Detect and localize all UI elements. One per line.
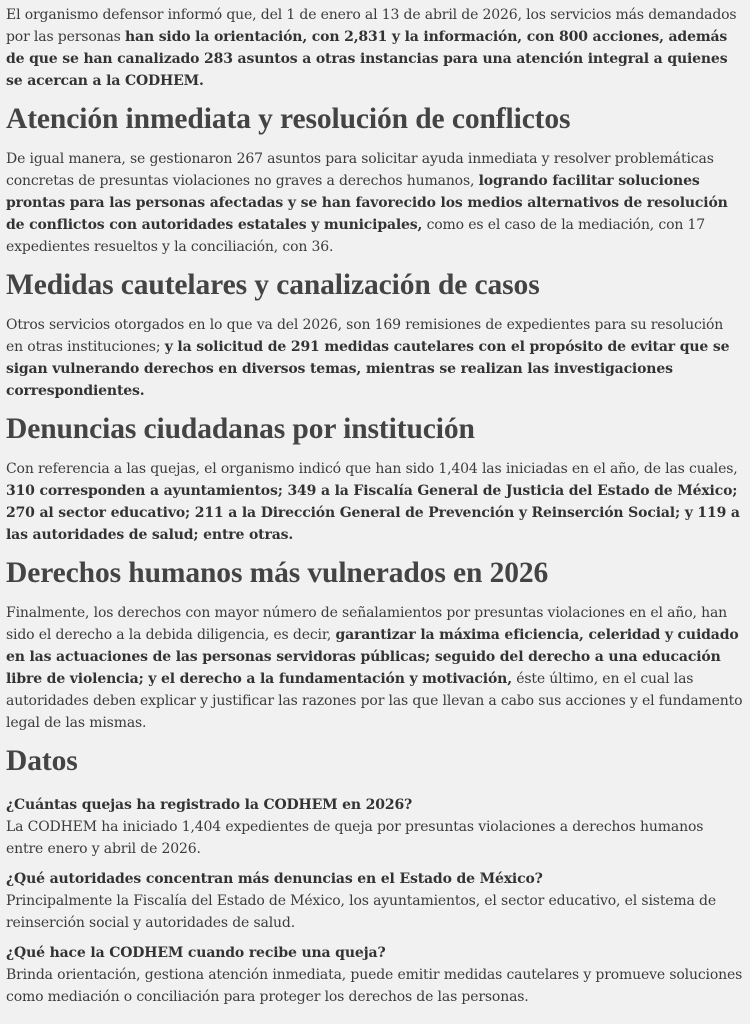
paragraph-bold-text: garantizar la máxima eficiencia, celeridad y cuidado en las actuaciones de las personas servidoras públicas; seguido del derecho a una educación libre de violencia; y el derecho a la fundamentación y motivación,	[6, 627, 739, 687]
faq-item	[6, 868, 743, 934]
intro-bold-text: han sido la orientación, con 2,831 y la información, con 800 acciones, además de que se han canalizado 283 asuntos a otras instancias para una atención integral a quienes se acercan a la CODHEM.	[6, 29, 728, 89]
section-heading-derechos: Derechos humanos más vulnerados en 2026	[6, 557, 549, 589]
section-heading-denuncias: Denuncias ciudadanas por institución	[6, 413, 475, 445]
faq-answer: Brinda orientación, gestiona atención inmediata, puede emitir medidas cautelares y promueve soluciones como mediación o conciliación para proteger los derechos de las personas.	[6, 967, 743, 1005]
faq-answer: La CODHEM ha iniciado 1,404 expedientes de queja por presuntas violaciones a derechos humanos entre enero y abril de 2026.	[6, 819, 704, 857]
paragraph-text: Con referencia a las quejas, el organismo indicó que han sido 1,404 las iniciadas en el año, de las cuales,	[6, 461, 738, 477]
faq-question: ¿Qué autoridades concentran más denuncias en el Estado de México?	[6, 871, 543, 887]
paragraph-text: Finalmente, los derechos con mayor número de señalamientos por presuntas violaciones en el año, han sido el derecho a la debida diligencia, es decir,	[6, 605, 728, 643]
section-paragraph-medidas	[6, 314, 743, 402]
section-heading-atencion: Atención inmediata y resolución de conflictos	[6, 103, 571, 135]
paragraph-bold-text: 310 corresponden a ayuntamientos; 349 a la Fiscalía General de Justicia del Estado de México; 270 al sector educativo; 211 a la Dirección General de Prevención y Reinserción Social; y 119 a las autoridades de salud; entre otras.	[6, 483, 740, 543]
faq-item	[6, 942, 743, 1008]
paragraph-text: como es el caso de la mediación, con 17 expedientes resueltos y la conciliación, con 36.	[6, 217, 706, 255]
intro-paragraph	[6, 4, 743, 92]
paragraph-text: De igual manera, se gestionaron 267 asuntos para solicitar ayuda inmediata y resolver problemáticas concretas de presuntas violaciones no graves a derechos humanos,	[6, 151, 714, 189]
faq-question: ¿Qué hace la CODHEM cuando recibe una queja?	[6, 945, 386, 961]
datos-heading: Datos	[6, 745, 78, 777]
paragraph-text: éste último, en el cual las autoridades deben explicar y justificar las razones por las que llevan a cabo sus acciones y el fundamento legal de las mismas.	[6, 671, 743, 731]
faq-question: ¿Cuántas quejas ha registrado la CODHEM en 2026?	[6, 797, 413, 813]
faq-item	[6, 794, 743, 860]
section-paragraph-atencion	[6, 148, 743, 258]
intro-text: El organismo defensor informó que, del 1 de enero al 13 de abril de 2026, los servicios más demandados por las personas	[6, 7, 737, 45]
paragraph-text: Otros servicios otorgados en lo que va del 2026, son 169 remisiones de expedientes para su resolución en otras instituciones;	[6, 317, 724, 355]
paragraph-bold-text: y la solicitud de 291 medidas cautelares con el propósito de evitar que se sigan vulnerando derechos en diversos temas, mientras se realizan las investigaciones correspondientes.	[6, 339, 730, 399]
section-paragraph-denuncias	[6, 458, 743, 546]
section-heading-medidas: Medidas cautelares y canalización de casos	[6, 269, 540, 301]
section-paragraph-derechos	[6, 602, 743, 734]
paragraph-bold-text: logrando facilitar soluciones prontas para las personas afectadas y se han favorecido los medios alternativos de resolución de conflictos con autoridades estatales y municipales,	[6, 173, 728, 233]
faq-answer: Principalmente la Fiscalía del Estado de México, los ayuntamientos, el sector educativo, el sistema de reinserción social y autoridades de salud.	[6, 893, 716, 931]
